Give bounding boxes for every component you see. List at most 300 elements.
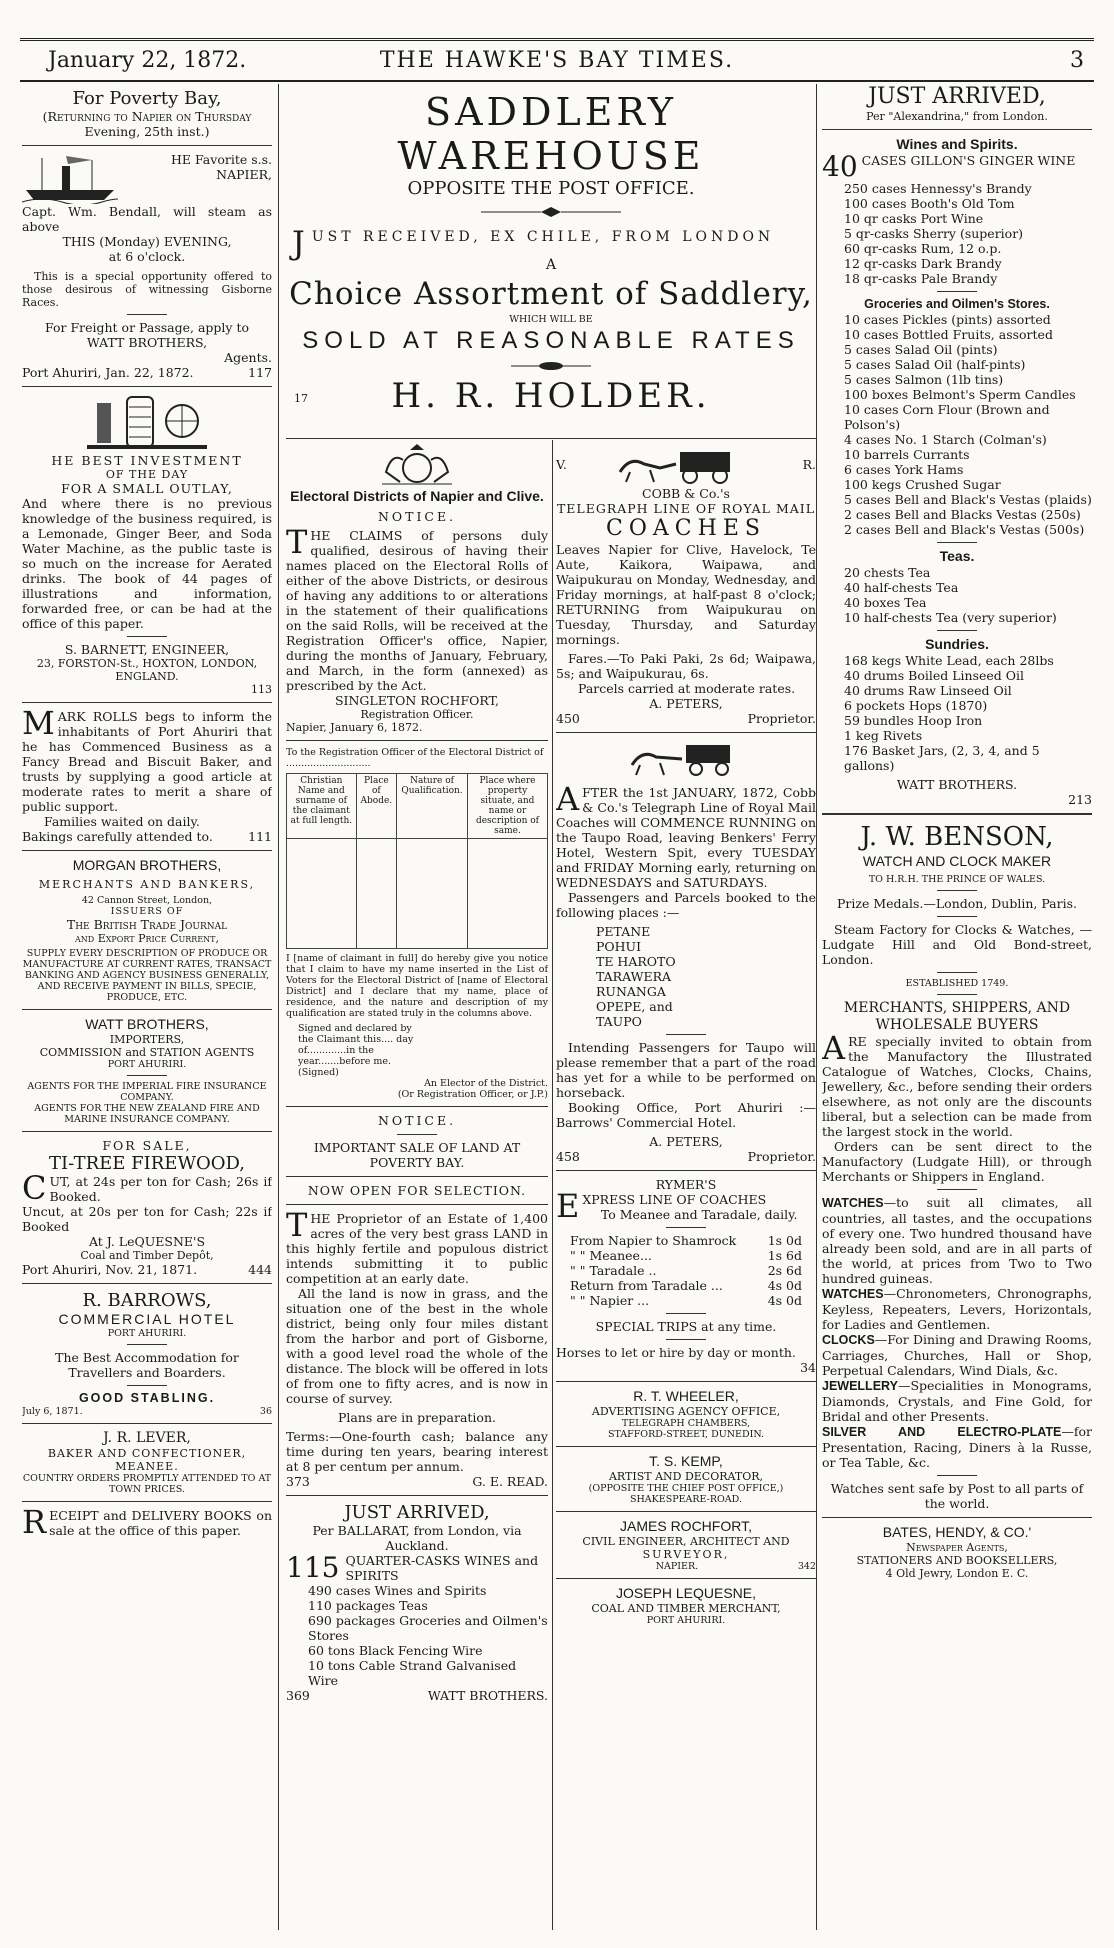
table-header: Place of Abode. bbox=[356, 774, 396, 839]
divider bbox=[937, 1475, 977, 1476]
ad-watt-brothers bbox=[22, 1016, 272, 1125]
ad-text: Steam Factory for Clocks & Watches, —Ludgate Hill and Old Bond-street, London. bbox=[822, 922, 1092, 967]
ad-keyword: SILVER AND ELECTRO-PLATE bbox=[822, 1425, 1062, 1439]
ad-text: at 6 o'clock. bbox=[108, 249, 186, 264]
ad-text: GOOD STABLING. bbox=[78, 1391, 216, 1405]
claim-form-table bbox=[286, 773, 548, 949]
ad-lever bbox=[22, 1430, 272, 1495]
ad-text: NAPIER, bbox=[216, 167, 272, 182]
list-item: PETANE bbox=[596, 924, 651, 939]
list-item: 110 packages Teas bbox=[308, 1598, 428, 1613]
ad-number: 111 bbox=[248, 829, 272, 844]
ad-electoral-notice bbox=[286, 442, 548, 1100]
list-item: 40 drums Raw Linseed Oil bbox=[844, 683, 1012, 698]
newspaper-title: THE HAWKE'S BAY TIMES. bbox=[379, 48, 735, 73]
ad-number: 342 bbox=[797, 1561, 816, 1572]
divider bbox=[127, 314, 167, 315]
ad-text: MEANEE. bbox=[115, 1460, 179, 1473]
ad-mark-rolls bbox=[22, 704, 272, 844]
ad-text: MERCHANTS AND BANKERS, bbox=[38, 878, 256, 891]
ad-text: Port Ahuriri, Jan. 22, 1872. bbox=[22, 365, 194, 380]
divider bbox=[22, 1423, 272, 1424]
ad-text: A. PETERS, bbox=[649, 696, 723, 711]
ad-keyword: JEWELLERY bbox=[822, 1379, 898, 1393]
drop-cap: A bbox=[556, 780, 580, 818]
ad-text: ESTABLISHED 1749. bbox=[905, 978, 1009, 989]
ad-text: Terms:—One-fourth cash; balance any time during ten years, bearing interest at 8 per centum per annum. bbox=[286, 1429, 548, 1474]
list-item: 40 drums Boiled Linseed Oil bbox=[844, 668, 1025, 683]
ad-text: I [name of claimant in full] do hereby give you notice that I claim to have my name inserted in the List of Voters for the Electoral District of [name of Electoral District] and I declare that my name, place of residence, and the nature and description of my qualification are stated truly in the columns above. bbox=[286, 953, 548, 1019]
list-item: 10 cases Corn Flour (Brown and Polson's) bbox=[844, 402, 1050, 432]
ad-text: This is a special opportunity offered to those desirous of witnessing Gisborne Races. bbox=[22, 270, 272, 309]
list-item: 6 cases York Hams bbox=[844, 462, 964, 477]
divider bbox=[937, 890, 977, 891]
soda-machine-illustration bbox=[77, 393, 217, 449]
ad-text: (OPPOSITE THE CHIEF POST OFFICE,) bbox=[588, 1483, 784, 1494]
ad-text: Coal and Timber Depôt, bbox=[80, 1249, 214, 1262]
ad-text: (Returning to Napier on Thursday bbox=[42, 109, 252, 124]
ad-cobb-coaches bbox=[556, 442, 816, 726]
fare-price: 2s 6d bbox=[767, 1263, 802, 1278]
ad-number: 40 bbox=[822, 150, 858, 183]
section-heading: Sundries. bbox=[925, 636, 989, 652]
grocery-list bbox=[822, 312, 1092, 537]
masthead bbox=[22, 46, 1092, 78]
divider bbox=[937, 542, 977, 543]
masthead-rule bbox=[20, 80, 1094, 82]
divider bbox=[937, 1189, 977, 1190]
ad-title: JAMES ROCHFORT, bbox=[620, 1518, 752, 1534]
ad-number: 115 bbox=[286, 1551, 340, 1584]
column-2 bbox=[286, 442, 548, 1930]
ornament-divider bbox=[481, 205, 621, 219]
ad-text: SUPPLY EVERY DESCRIPTION OF PRODUCE OR MANUFACTURE AT CURRENT RATES, TRANSACT BANKING AND AGENCY BUSINESS GENERALLY, AND RECEIVE PAYMENT IN BILLS, SPECIE, PRODUCE, ETC. bbox=[22, 948, 272, 1003]
ad-text: SPECIAL TRIPS at any time. bbox=[595, 1319, 777, 1334]
ad-text: July 6, 1871. bbox=[22, 1406, 83, 1417]
ad-text: and Export Price Current, bbox=[75, 932, 219, 945]
ad-title: JUST ARRIVED, bbox=[344, 1502, 490, 1523]
ad-text: PORT AHURIRI. bbox=[107, 1328, 187, 1339]
drop-cap: T bbox=[286, 1206, 308, 1244]
ad-number: 444 bbox=[248, 1262, 272, 1277]
ad-text: AGENTS FOR THE NEW ZEALAND FIRE AND MARINE INSURANCE COMPANY. bbox=[34, 1103, 260, 1125]
section-heading: Wines and Spirits. bbox=[896, 136, 1018, 152]
list-item: 5 cases Salmon (1lb tins) bbox=[844, 372, 1004, 387]
ad-receipt-books bbox=[22, 1503, 272, 1541]
ad-text: V. bbox=[556, 456, 567, 472]
divider bbox=[127, 636, 167, 637]
list-item: 5 cases Bell and Black's Vestas (plaids) bbox=[844, 492, 1092, 507]
ad-text: Horses to let or hire by day or month. bbox=[556, 1345, 796, 1360]
list-item: 6 pockets Hops (1870) bbox=[844, 698, 988, 713]
ad-number: 458 bbox=[556, 1149, 580, 1164]
divider bbox=[22, 1131, 272, 1132]
divider bbox=[22, 1009, 272, 1010]
drop-cap: J bbox=[292, 224, 309, 262]
ad-text: ARK ROLLS begs to inform the inhabitants of Port Ahuriri that he has Commenced Business as a Fancy Bread and Biscuit Baker, and trusts by supplying a good article at moderate rates to merit a share of public support. bbox=[22, 709, 272, 814]
list-item: 10 qr casks Port Wine bbox=[844, 211, 984, 226]
ad-text: Plans are in preparation. bbox=[338, 1410, 496, 1425]
divider bbox=[556, 1446, 816, 1447]
fare-price: 1s 6d bbox=[767, 1248, 802, 1263]
ad-text: OF THE DAY bbox=[105, 468, 189, 481]
drop-cap: M bbox=[22, 704, 55, 742]
divider bbox=[556, 1578, 816, 1579]
ad-text: NAPIER. bbox=[655, 1561, 699, 1572]
list-item: RUNANGA bbox=[596, 984, 666, 999]
ad-text: COAL AND TIMBER MERCHANT, bbox=[591, 1602, 781, 1615]
ad-text: CIVIL ENGINEER, ARCHITECT AND bbox=[582, 1535, 790, 1548]
ad-text: COMMISSION and STATION AGENTS bbox=[39, 1046, 255, 1059]
ad-title: HE BEST INVESTMENT bbox=[51, 453, 243, 468]
tea-list bbox=[822, 565, 1092, 625]
divider bbox=[556, 1511, 816, 1512]
divider bbox=[937, 994, 977, 995]
ad-text: FTER the 1st JANUARY, 1872, Cobb & Co.'s Telegraph Line of Royal Mail Coaches will COMMENCE RUNNING on the Taupo Road, leaving Benkers' Ferry Hotel, Western Spit, every TUESDAY and FRIDAY Morning early, returning on WEDNESDAYS and SATURDAYS. bbox=[556, 785, 816, 890]
drop-cap: T bbox=[286, 523, 308, 561]
ad-number: 117 bbox=[248, 365, 272, 380]
divider bbox=[937, 972, 977, 973]
column-divider bbox=[278, 84, 279, 1930]
ad-text: An Elector of the District. bbox=[424, 1078, 548, 1089]
fare-price: 4s 0d bbox=[767, 1278, 802, 1293]
ad-text: SOLD AT REASONABLE RATES bbox=[302, 327, 800, 354]
ad-text: WATCH AND CLOCK MAKER bbox=[862, 853, 1052, 869]
divider bbox=[22, 850, 272, 851]
ad-text: Agents. bbox=[224, 350, 272, 365]
list-item: 18 qr-casks Pale Brandy bbox=[844, 271, 998, 286]
list-item: 10 tons Cable Strand Galvanised Wire bbox=[308, 1658, 517, 1688]
ad-best-investment bbox=[22, 393, 272, 696]
ad-number: 373 bbox=[286, 1474, 310, 1489]
list-item: 5 qr-casks Sherry (superior) bbox=[844, 226, 1024, 241]
list-item: 10 cases Bottled Fruits, assorted bbox=[844, 327, 1053, 342]
ad-text: MERCHANTS, SHIPPERS, AND WHOLESALE BUYERS bbox=[843, 1000, 1071, 1033]
fare-price: 1s 0d bbox=[767, 1233, 802, 1248]
list-item: 250 cases Hennessy's Brandy bbox=[844, 181, 1032, 196]
ad-text: COMMERCIAL HOTEL bbox=[58, 1311, 236, 1327]
list-item: 100 kegs Crushed Sugar bbox=[844, 477, 1001, 492]
ad-text: To Meanee and Taradale, daily. bbox=[600, 1207, 798, 1222]
ad-keyword: CLOCKS bbox=[822, 1333, 875, 1347]
list-item: 20 chests Tea bbox=[844, 565, 931, 580]
ad-text: Capt. Wm. Bendall, will steam as above bbox=[22, 204, 272, 234]
ad-text: S. BARNETT, ENGINEER, bbox=[64, 642, 230, 657]
divider bbox=[286, 1176, 548, 1177]
list-item: 490 cases Wines and Spirits bbox=[308, 1583, 487, 1598]
ballarat-list bbox=[286, 1583, 548, 1688]
ad-title: TI-TREE FIREWOOD, bbox=[49, 1153, 245, 1174]
top-rule bbox=[20, 38, 1094, 41]
divider bbox=[22, 1283, 272, 1284]
ad-keyword: WATCHES bbox=[822, 1287, 884, 1301]
ad-text: (Or Registration Officer, or J.P.) bbox=[397, 1089, 548, 1100]
ad-text: Proprietor. bbox=[747, 711, 816, 726]
drop-cap: R bbox=[22, 1503, 47, 1541]
ad-text: ADVERTISING AGENCY OFFICE, bbox=[591, 1405, 781, 1418]
section-heading: Groceries and Oilmen's Stores. bbox=[864, 297, 1050, 311]
divider bbox=[397, 1134, 437, 1135]
ad-text: —Specialities in Monograms, Diamonds, Crystals, and Fine Gold, for Bridal and other Presents. bbox=[822, 1378, 1092, 1424]
ad-text: Per BALLARAT, from London, via Auckland. bbox=[312, 1523, 522, 1553]
ad-text: RE specially invited to obtain from the Manufactory the Illustrated Catalogue of Watches, Clocks, Chains, Jewellery, &c., before sending their orders elsewhere, as not only are the discounts liberal, but a selection can be made from the largest stock in the world. bbox=[822, 1034, 1092, 1139]
divider bbox=[286, 1495, 548, 1496]
horse-coach-icon bbox=[626, 739, 746, 779]
ad-title: R. BARROWS, bbox=[82, 1290, 212, 1311]
ad-text: HE Favorite s.s. bbox=[170, 152, 272, 167]
list-item: 168 kegs White Lead, each 28lbs bbox=[844, 653, 1054, 668]
ad-text: G. E. READ. bbox=[472, 1474, 548, 1489]
ad-text: XPRESS LINE OF COACHES bbox=[582, 1192, 767, 1207]
ad-text: Per "Alexandrina," from London. bbox=[866, 110, 1048, 123]
ad-number: 369 bbox=[286, 1688, 310, 1703]
list-item: 4 cases No. 1 Starch (Colman's) bbox=[844, 432, 1047, 447]
ad-text: Prize Medals.—London, Dublin, Paris. bbox=[836, 896, 1077, 911]
ad-text: A. PETERS, bbox=[649, 1134, 723, 1149]
ad-text: WATT BROTHERS. bbox=[896, 777, 1018, 792]
ad-text: For Freight or Passage, apply to bbox=[45, 320, 249, 335]
list-item: 176 Basket Jars, (2, 3, 4, and 5 gallons) bbox=[844, 743, 1040, 773]
ad-number: 213 bbox=[1068, 792, 1092, 807]
list-item: 59 bundles Hoop Iron bbox=[844, 713, 983, 728]
ad-text: At J. LeQUESNE'S bbox=[88, 1234, 206, 1249]
divider bbox=[127, 1075, 167, 1076]
ad-title: Electoral Districts of Napier and Clive. bbox=[290, 488, 544, 504]
ad-barrows-hotel bbox=[22, 1290, 272, 1417]
ad-text: STAFFORD-STREET, DUNEDIN. bbox=[607, 1429, 765, 1440]
ad-text: Evening, 25th inst.) bbox=[84, 124, 210, 139]
drop-cap: E bbox=[556, 1187, 580, 1225]
list-item: TARAWERA bbox=[596, 969, 672, 984]
ad-text: AGENTS FOR THE IMPERIAL FIRE INSURANCE COMPANY. bbox=[27, 1081, 267, 1103]
ad-rymers-coaches bbox=[556, 1177, 816, 1375]
ad-text: —for Presentation, Racing, Diners à la Russe, or Tea Table, &c. bbox=[822, 1424, 1092, 1470]
ad-title: MORGAN BROTHERS, bbox=[72, 857, 222, 873]
ad-text: SINGLETON ROCHFORT, bbox=[334, 693, 500, 708]
ad-text: WATT BROTHERS, bbox=[86, 335, 208, 350]
ad-text: Napier, January 6, 1872. bbox=[286, 721, 423, 734]
page-number: 3 bbox=[1070, 48, 1084, 73]
ad-text: Registration Officer. bbox=[360, 708, 474, 721]
fare-price: 4s 0d bbox=[767, 1293, 802, 1308]
ad-title: JUST ARRIVED, bbox=[868, 84, 1046, 109]
list-item: 60 qr-casks Rum, 12 o.p. bbox=[844, 241, 1002, 256]
list-item: 40 half-chests Tea bbox=[844, 580, 959, 595]
steamship-icon bbox=[22, 152, 118, 204]
column-1 bbox=[22, 84, 272, 1930]
ad-text: Bakings carefully attended to. bbox=[22, 829, 213, 844]
ad-title: COACHES bbox=[606, 516, 766, 541]
divider bbox=[666, 1339, 706, 1340]
ad-text: The British Trade Journal bbox=[66, 917, 228, 932]
ad-title: SADDLERY WAREHOUSE bbox=[397, 90, 705, 178]
ad-text: NOW OPEN FOR SELECTION. bbox=[307, 1183, 527, 1198]
ad-text: SURVEYOR, bbox=[642, 1548, 730, 1561]
divider bbox=[937, 916, 977, 917]
ad-benson bbox=[822, 821, 1092, 1511]
divider bbox=[822, 129, 1092, 130]
ad-text: A bbox=[545, 257, 557, 273]
ad-text: Leaves Napier for Clive, Havelock, Te Aute, Kaikora, Waipawa, and Waipukurau on Monday, Wednesday, and Friday mornings, at half-past 8 o'clock; RETURNING from Waipukurau on Tuesday, Thursday, and Saturday mornings. bbox=[556, 542, 816, 647]
ad-text: TELEGRAPH CHAMBERS, bbox=[621, 1418, 751, 1429]
divider bbox=[666, 1034, 706, 1035]
drop-cap: C bbox=[22, 1169, 47, 1207]
divider bbox=[127, 1344, 167, 1345]
ad-number: 36 bbox=[259, 1406, 272, 1417]
fare-route: Return from Taradale ... bbox=[570, 1278, 723, 1293]
ad-text: COBB & Co.'s bbox=[642, 486, 730, 501]
ad-text: THIS (Monday) EVENING, bbox=[62, 234, 232, 249]
ad-text: Port Ahuriri, Nov. 21, 1871. bbox=[22, 1262, 198, 1277]
ad-alexandrina-arrival bbox=[822, 84, 1092, 807]
ad-saddlery-warehouse bbox=[286, 86, 816, 439]
ad-title: JOSEPH LEQUESNE, bbox=[615, 1585, 757, 1601]
ad-lequesne bbox=[556, 1585, 816, 1626]
ad-text: QUARTER-CASKS WINES and SPIRITS bbox=[345, 1553, 539, 1583]
ad-title: BATES, HENDY, & CO.' bbox=[882, 1524, 1032, 1540]
ad-text: Parcels carried at moderate rates. bbox=[578, 681, 796, 696]
rymer-fares-table bbox=[556, 1233, 816, 1308]
stagecoach-icon bbox=[610, 442, 760, 486]
ad-text: Families waited on daily. bbox=[44, 814, 200, 829]
divider bbox=[822, 813, 1092, 815]
table-header: Place where property situate, and name or description of same. bbox=[467, 774, 547, 839]
ad-text: —to suit all climates, all countries, all tastes, and the occupations of every one. Two hundred thousand have already been sold, and are in all parts of the world, at prices from Two to Two hundred guineas. bbox=[822, 1195, 1092, 1286]
ad-keyword: WATCHES bbox=[822, 1196, 884, 1210]
list-item: 2 cases Bell and Black's Vestas (500s) bbox=[844, 522, 1085, 537]
ad-title: IMPORTANT SALE OF LAND AT POVERTY BAY. bbox=[313, 1140, 521, 1170]
table-header: Nature of Qualification. bbox=[397, 774, 468, 839]
ad-text: WATT BROTHERS. bbox=[427, 1688, 548, 1703]
list-item: TAUPO bbox=[596, 1014, 642, 1029]
ad-firewood bbox=[22, 1138, 272, 1277]
list-item: 100 cases Booth's Old Tom bbox=[844, 196, 1015, 211]
ad-text: Passengers and Parcels booked to the following places :— bbox=[556, 890, 816, 920]
ad-text: ISSUERS OF bbox=[110, 906, 184, 917]
list-item: 1 keg Rivets bbox=[844, 728, 923, 743]
ad-text: ECEIPT and DELIVERY BOOKS on sale at the office of this paper. bbox=[49, 1508, 272, 1538]
ad-text: And where there is no previous knowledge of the business required, is a Lemonade, Ginger Beer, and Soda Water Machine, as the public taste is so much on the increase for Aerated drinks. The book of 44 pages of illustrations and information, forwarded free, or can be had at the office of this paper. bbox=[22, 496, 272, 631]
ad-title: WATT BROTHERS, bbox=[85, 1016, 209, 1032]
divider bbox=[22, 1501, 272, 1502]
fare-route: " " Taradale .. bbox=[570, 1263, 657, 1278]
ad-taupo-coaches bbox=[556, 739, 816, 1164]
ad-text: Intending Passengers for Taupo will please remember that a part of the road has yet for a while to be performed on horseback. bbox=[556, 1040, 816, 1100]
divider bbox=[556, 732, 816, 733]
list-item: 10 barrels Currants bbox=[844, 447, 970, 462]
table-header: Christian Name and surname of the claimant at full length. bbox=[287, 774, 357, 839]
ad-text: Orders can be sent direct to the Manufactory (Ludgate Hill), or through Merchants or Shippers in England. bbox=[822, 1139, 1092, 1184]
ad-ballarat-arrival bbox=[286, 1502, 548, 1703]
ad-text: ARTIST AND DECORATOR, bbox=[608, 1470, 763, 1483]
divider bbox=[127, 1385, 167, 1386]
list-item: 10 cases Pickles (pints) assorted bbox=[844, 312, 1051, 327]
taupo-places-list bbox=[556, 924, 816, 1029]
ad-text: Watches sent safe by Post to all parts of the world. bbox=[830, 1481, 1084, 1511]
ad-number: 34 bbox=[800, 1360, 816, 1375]
ad-title: J. R. LEVER, bbox=[103, 1430, 191, 1446]
list-item: 10 half-chests Tea (very superior) bbox=[844, 610, 1057, 625]
ad-text: IMPORTERS, bbox=[109, 1033, 185, 1046]
ad-text: —For Dining and Drawing Rooms, Carriages, Churches, Hall or Shop, Perpetual Calendars, Wind Dials, &c. bbox=[822, 1332, 1092, 1378]
ad-text: All the land is now in grass, and the situation one of the best in the whole district, being only four miles distant from the harbor and port of Gisborne, with a good level road the whole of the distance. The block will be offered in lots of from one to fifty acres, and is now in course of survey. bbox=[286, 1286, 548, 1406]
ad-text: H. R. HOLDER. bbox=[391, 376, 711, 416]
fare-route: From Napier to Shamrock bbox=[570, 1233, 737, 1248]
ornament-divider bbox=[511, 360, 591, 372]
column-3 bbox=[556, 442, 816, 1930]
ad-text: TO H.R.H. THE PRINCE OF WALES. bbox=[868, 874, 1046, 885]
divider bbox=[937, 291, 977, 292]
ad-kemp bbox=[556, 1453, 816, 1505]
ad-text: COUNTRY ORDERS PROMPTLY ATTENDED TO AT TOWN PRICES. bbox=[22, 1473, 272, 1495]
column-divider bbox=[816, 84, 817, 1930]
ad-text: PORT AHURIRI. bbox=[646, 1615, 726, 1626]
ad-text: Fares.—To Paki Paki, 2s 6d; Waipawa, 5s; and Waipukurau, 6s. bbox=[556, 651, 816, 681]
divider bbox=[666, 1227, 706, 1228]
ad-number: 113 bbox=[251, 683, 272, 696]
ad-text: OPPOSITE THE POST OFFICE. bbox=[407, 178, 695, 199]
divider bbox=[937, 630, 977, 631]
list-item: 60 tons Black Fencing Wire bbox=[308, 1643, 483, 1658]
ad-text: Newspaper Agents, bbox=[906, 1541, 1008, 1554]
ad-title: For Poverty Bay, bbox=[72, 88, 222, 109]
ad-text: FOR SALE, bbox=[102, 1138, 192, 1153]
ad-text: HE Proprietor of an Estate of 1,400 acres of the very best grass LAND in this highly fertile and populous district intends submitting it to public competition at an early date. bbox=[286, 1211, 548, 1286]
ad-number: 17 bbox=[294, 392, 308, 405]
ad-text: To the Registration Officer of the Electoral District of ............................ bbox=[286, 747, 544, 769]
issue-date: January 22, 1872. bbox=[48, 48, 247, 73]
ad-poverty-bay bbox=[22, 88, 272, 380]
ad-rochfort bbox=[556, 1518, 816, 1572]
list-item: OPEPE, and bbox=[596, 999, 673, 1014]
ad-title: R. T. WHEELER, bbox=[633, 1388, 739, 1404]
fare-route: " " Napier ... bbox=[570, 1293, 650, 1308]
sundries-list bbox=[822, 653, 1092, 773]
drop-cap: A bbox=[822, 1029, 846, 1067]
column-divider bbox=[552, 440, 553, 1930]
ad-text: Choice Assortment of Saddlery, bbox=[289, 276, 813, 312]
ad-text: PORT AHURIRI. bbox=[107, 1059, 187, 1070]
ad-text: WHICH WILL BE bbox=[509, 314, 593, 325]
divider bbox=[286, 1204, 548, 1205]
ad-text: BAKER AND CONFECTIONER, bbox=[47, 1447, 247, 1460]
list-item: 5 cases Salad Oil (half-pints) bbox=[844, 357, 1026, 372]
divider bbox=[286, 1106, 548, 1107]
ad-text: UST RECEIVED, EX CHILE, FROM LONDON bbox=[311, 229, 775, 245]
divider bbox=[22, 145, 272, 146]
divider bbox=[822, 1517, 1092, 1518]
ad-text: The Best Accommodation for Travellers and Boarders. bbox=[55, 1350, 239, 1380]
wine-list bbox=[822, 181, 1092, 286]
ad-text: CASES GILLON'S GINGER WINE bbox=[861, 153, 1076, 168]
ad-text: SHAKESPEARE-ROAD. bbox=[630, 1494, 742, 1505]
ad-text: TELEGRAPH LINE OF ROYAL MAIL bbox=[556, 501, 816, 516]
ad-title: J. W. BENSON, bbox=[860, 822, 1054, 852]
list-item: TE HAROTO bbox=[596, 954, 676, 969]
divider bbox=[556, 1381, 816, 1382]
ad-text: UT, at 24s per ton for Cash; 26s if Booked. bbox=[49, 1174, 272, 1204]
ad-text: Uncut, at 20s per ton for Cash; 22s if Booked bbox=[22, 1204, 272, 1234]
ad-text: 23, FORSTON-St., HOXTON, LONDON, ENGLAND. bbox=[36, 657, 258, 683]
ad-title: T. S. KEMP, bbox=[649, 1453, 723, 1469]
ad-text: NOTICE. bbox=[377, 509, 457, 524]
ad-land-sale bbox=[286, 1113, 548, 1489]
ad-text: FOR A SMALL OUTLAY, bbox=[61, 481, 233, 496]
ad-text: R. bbox=[802, 456, 816, 472]
ad-text: 42 Cannon Street, London, bbox=[81, 895, 213, 906]
royal-coat-of-arms-icon bbox=[372, 442, 462, 488]
divider bbox=[22, 386, 272, 387]
